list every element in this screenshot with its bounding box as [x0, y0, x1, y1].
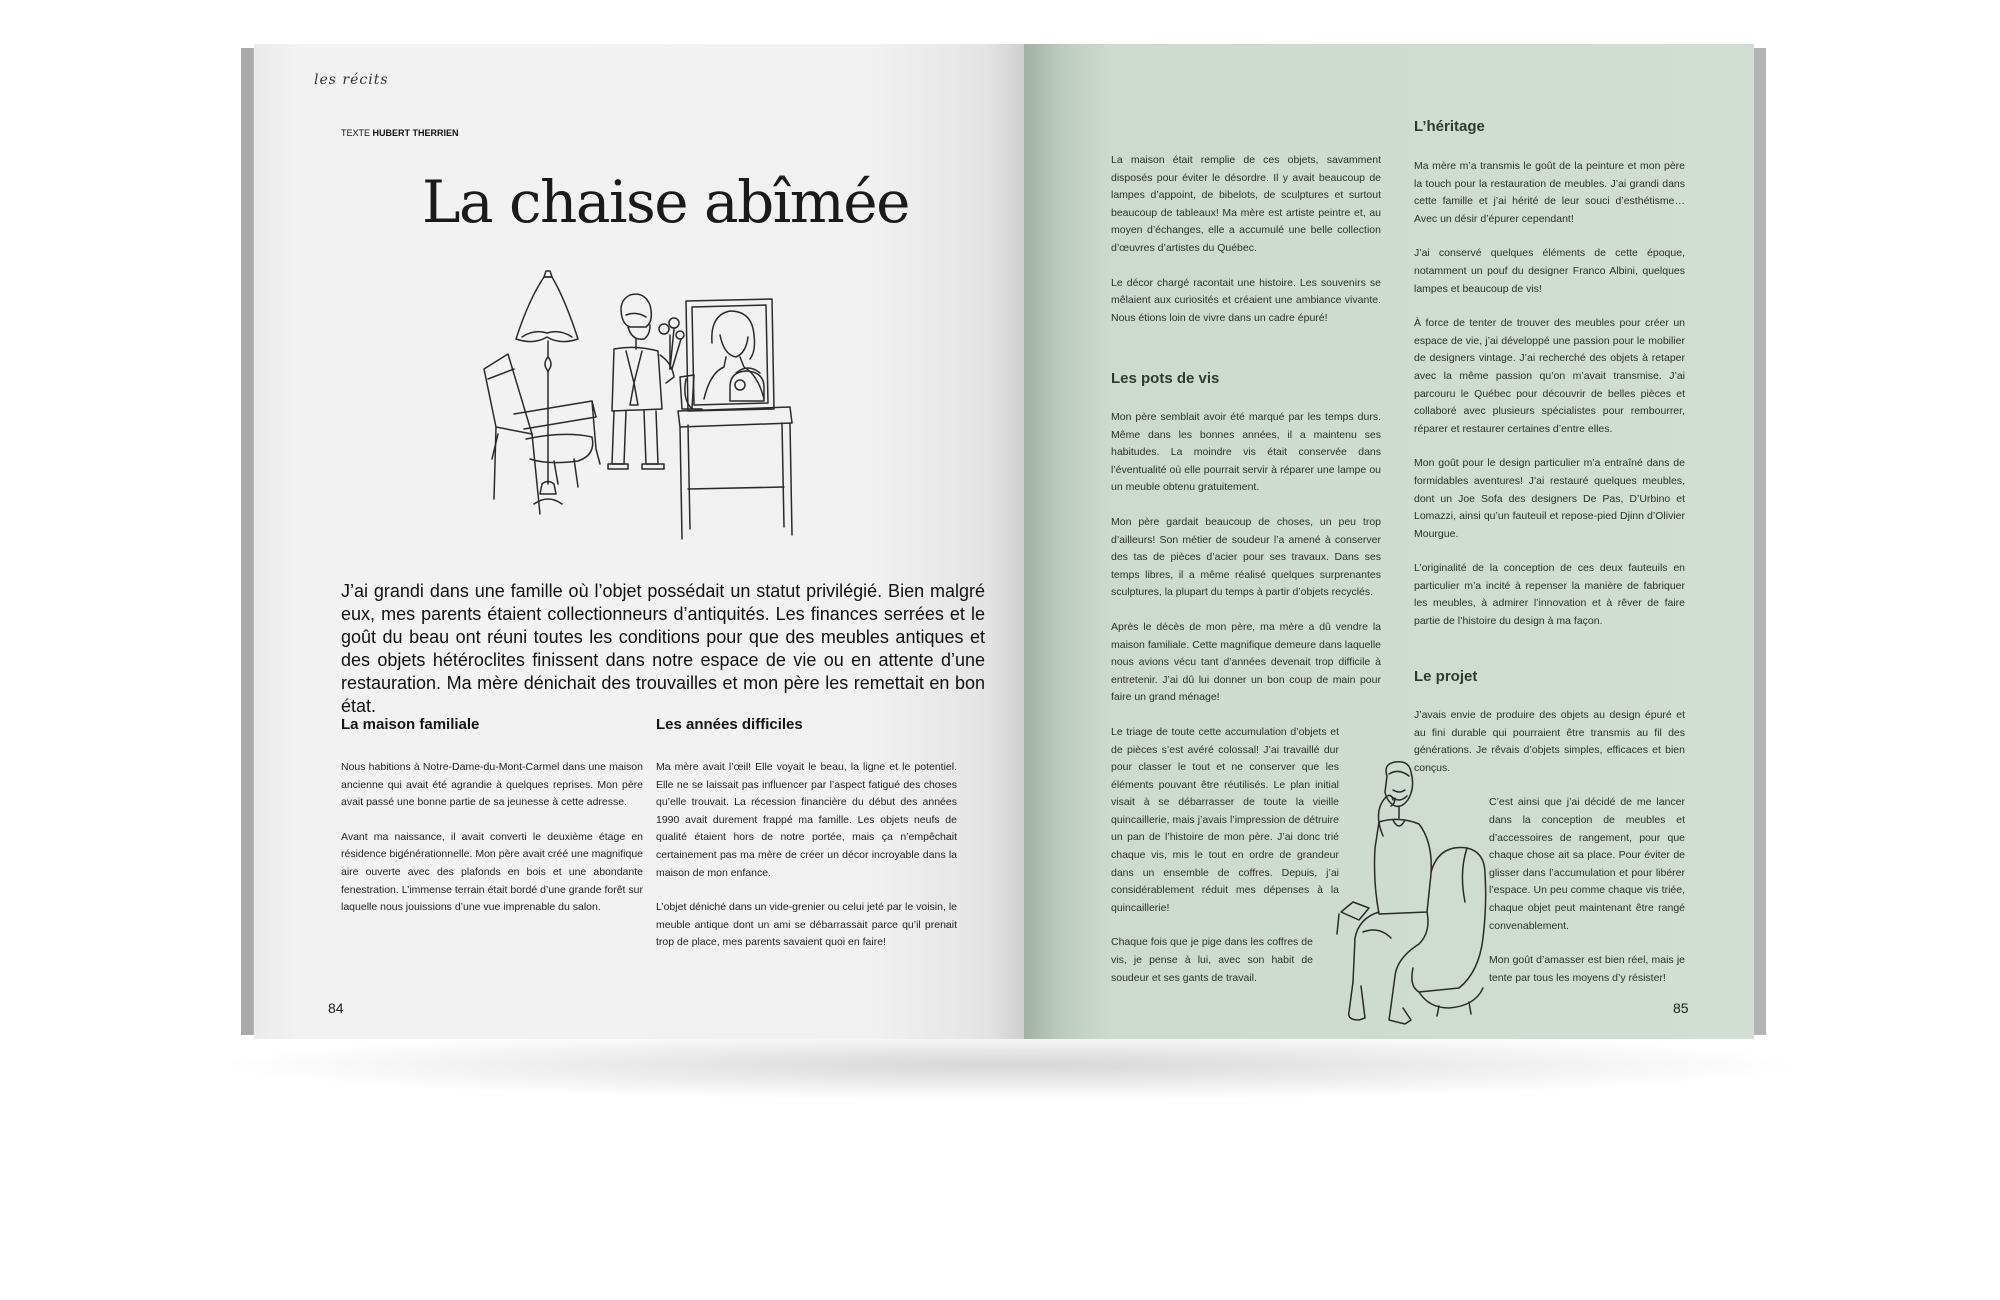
paragraph: Mon goût pour le design particulier m’a entraîné dans de formidables aventures! J’ai restauré quelques meubles, dont un Joe Sofa des designers De Pas, D’Urbino et Lomazzi, ainsi qu’un fauteuil et repose-pied Djinn d’Olivier Mourgue.: [1414, 457, 1685, 540]
paragraph: Mon goût d’amasser est bien réel, mais je tente par tous les moyens d’y résister!: [1489, 954, 1685, 984]
heading-la-maison-familiale: La maison familiale: [341, 716, 480, 733]
paragraph: C’est ainsi que j’ai décidé de me lancer dans la conception de meubles et d’accessoires de rangement, pour que chaque chose ait sa place. Pour éviter de glisser dans l’accumulation et pour libérer l’espace. Un peu comme chaque vis triée, chaque objet peut maintenant être rangé convenablement.: [1489, 796, 1685, 932]
heading-le-projet: Le projet: [1414, 668, 1478, 685]
magazine-shadow: [230, 1030, 1790, 1100]
column-la-maison-familiale: [341, 759, 643, 934]
byline-author: HUBERT THERRIEN: [372, 128, 459, 138]
right-page-edge: [1754, 48, 1766, 1035]
column-right-2-top: [1414, 158, 1685, 648]
paragraph: À force de tenter de trouver des meubles pour créer un espace de vie, j’ai développé une passion pour le mobilier de designers vintage. J’ai recherché des objets à retaper avec la même passion qu’on m’avait transmise. J’ai parcouru le Québec pour découvrir de belles pièces et collaboré avec plusieurs spécialistes pour rembourrer, réparer et restaurer certaines d’entre elles.: [1414, 317, 1685, 435]
paragraph: Avant ma naissance, il avait converti le deuxième étage en résidence bigénérationnelle. Mon père avait créé une magnifique aire ouverte avec des plafonds en bois et une abondante fenestration. L’immense terrain était bordé d’une grande forêt sur laquelle nous jouissions d’une vue imprenable du salon.: [341, 830, 643, 914]
section-tag: les récits: [314, 72, 389, 88]
paragraph: L’originalité de la conception de ces deux fauteuils en particulier m’a incité à repenser la manière de fabriquer les meubles, à admirer l’innovation et à rêver de faire partie de l’histoire du design à ma façon.: [1414, 562, 1685, 628]
paragraph: La maison était remplie de ces objets, savamment disposés pour éviter le désordre. Il y avait beaucoup de lampes d’appoint, de bibelots, de sculptures et surtout beaucoup de tableaux! Ma mère est artiste peintre et, au moyen d’échanges, elle a accumulé une belle collection d’œuvres d’artistes du Québec.: [1111, 154, 1381, 254]
heading-les-pots-de-vis: Les pots de vis: [1111, 370, 1220, 387]
lead-paragraph: J’ai grandi dans une famille où l’objet possédait un statut privilégié. Bien malgré eux, mes parents étaient collectionneurs d’antiquités. Les finances serrées et le goût du beau ont réuni toutes les conditions pour que des meubles antiques et des objets hétéroclites finissent dans notre espace de vie ou en attente d’une restauration. Ma mère dénichait des trouvailles et mon père les remettait en bon état.: [341, 581, 985, 716]
paragraph: Nous habitions à Notre-Dame-du-Mont-Carmel dans une maison ancienne qui avait été agrandie à quelques reprises. Mon père avait passé une bonne partie de sa jeunesse à cette adresse.: [341, 761, 643, 809]
heading-l-heritage: L’héritage: [1414, 118, 1485, 135]
byline: [341, 128, 459, 138]
paragraph: Le triage de toute cette accumulation d’objets et de pièces s’est avéré colossal! J’ai travaillé dur pour classer le tout et ne conserver que les éléments pouvant être réutilisés. Le plan initial visait à se débarrasser de toute la vieille quincaillerie, mais j’avais l’impression de détruire un pan de l’histoire de mon père. J’ai donc trié chaque vis, mis le tout en ordre de grandeur dans un ensemble de coffres. Depuis, j’ai considérablement réduit mes dépenses à la quincaillerie!: [1111, 725, 1339, 914]
paragraph: Ma mère m’a transmis le goût de la peinture et mon père la touch pour la restauration de meubles. J’ai grandi dans cette famille et j’ai hérité de leur souci d’esthétisme… Avec un désir d’épurer cependant!: [1414, 160, 1685, 225]
article-title: La chaise abîmée: [422, 168, 909, 236]
heading-les-annees-difficiles: Les années difficiles: [656, 716, 803, 733]
paragraph: Mon père gardait beaucoup de choses, un peu trop d’ailleurs! Son métier de soudeur l’a amené à conserver des tas de pièces d’acier pour ses travaux. Dans ses temps libres, il a même réalisé quelques surprenantes sculptures, la plupart du temps à partir d’objets recyclés.: [1111, 515, 1381, 599]
page-number-right: 85: [1673, 1000, 1689, 1016]
illustration-boy-living-room: [474, 259, 814, 559]
paragraph: Après le décès de mon père, ma mère a dû vendre la maison familiale. Cette magnifique demeure dans laquelle nous avions vécu tant d’années devenait trop difficile à entretenir. J’ai dû lui donner un bon coup de main pour faire un grand ménage!: [1111, 620, 1381, 704]
paragraph: L’objet déniché dans un vide-grenier ou celui jeté par le voisin, le meuble antique dont un ami se débarrassait parce qu’il prenait trop de place, mes parents savaient quoi en faire!: [656, 901, 957, 949]
column-les-annees-difficiles: [656, 759, 957, 969]
paragraph: Le décor chargé racontait une histoire. Les souvenirs se mêlaient aux curiosités et créaient une ambiance vivante. Nous étions loin de vivre dans un cadre épuré!: [1111, 276, 1381, 324]
column-right-1-top: [1111, 152, 1381, 344]
right-page: [1024, 44, 1754, 1039]
paragraph: Ma mère avait l’œil! Elle voyait le beau, la ligne et le potentiel. Elle ne se laissait pas influencer par l’aspect fatigué des choses qu’elle trouvait. La récession financière du début des années 1990 avait durement frappé ma famille. Les objets neufs de qualité étaient hors de notre portée, mais ça n’empêchait certainement pas ma mère de créer un décor incroyable dans la maison de mon enfance.: [656, 761, 957, 879]
byline-prefix: TEXTE: [341, 128, 371, 138]
page-number-left: 84: [328, 1000, 344, 1016]
paragraph: Chaque fois que je pige dans les coffres de vis, je pense à lui, avec son habit de soudeur et ses gants de travail.: [1111, 936, 1313, 984]
paragraph: Mon père semblait avoir été marqué par les temps durs. Même dans les bonnes années, il a maintenu ses habitudes. La moindre vis était conservée dans l’éventualité où elle pourrait servir à réparer une lampe ou un meuble obtenu gratuitement.: [1111, 411, 1381, 494]
paragraph: J’avais envie de produire des objets au design épuré et au fini durable qui pourraient être transmis au fil des générations. Je rêvais d’objets simples, efficaces et bien conçus.: [1414, 709, 1685, 774]
paragraph: J’ai conservé quelques éléments de cette époque, notamment un pouf du designer Franco Albini, quelques lampes et beaucoup de vis!: [1414, 247, 1685, 295]
left-page-edge: [241, 48, 253, 1035]
illustration-man-in-armchair: [1319, 762, 1519, 1032]
left-page: [254, 44, 1024, 1039]
